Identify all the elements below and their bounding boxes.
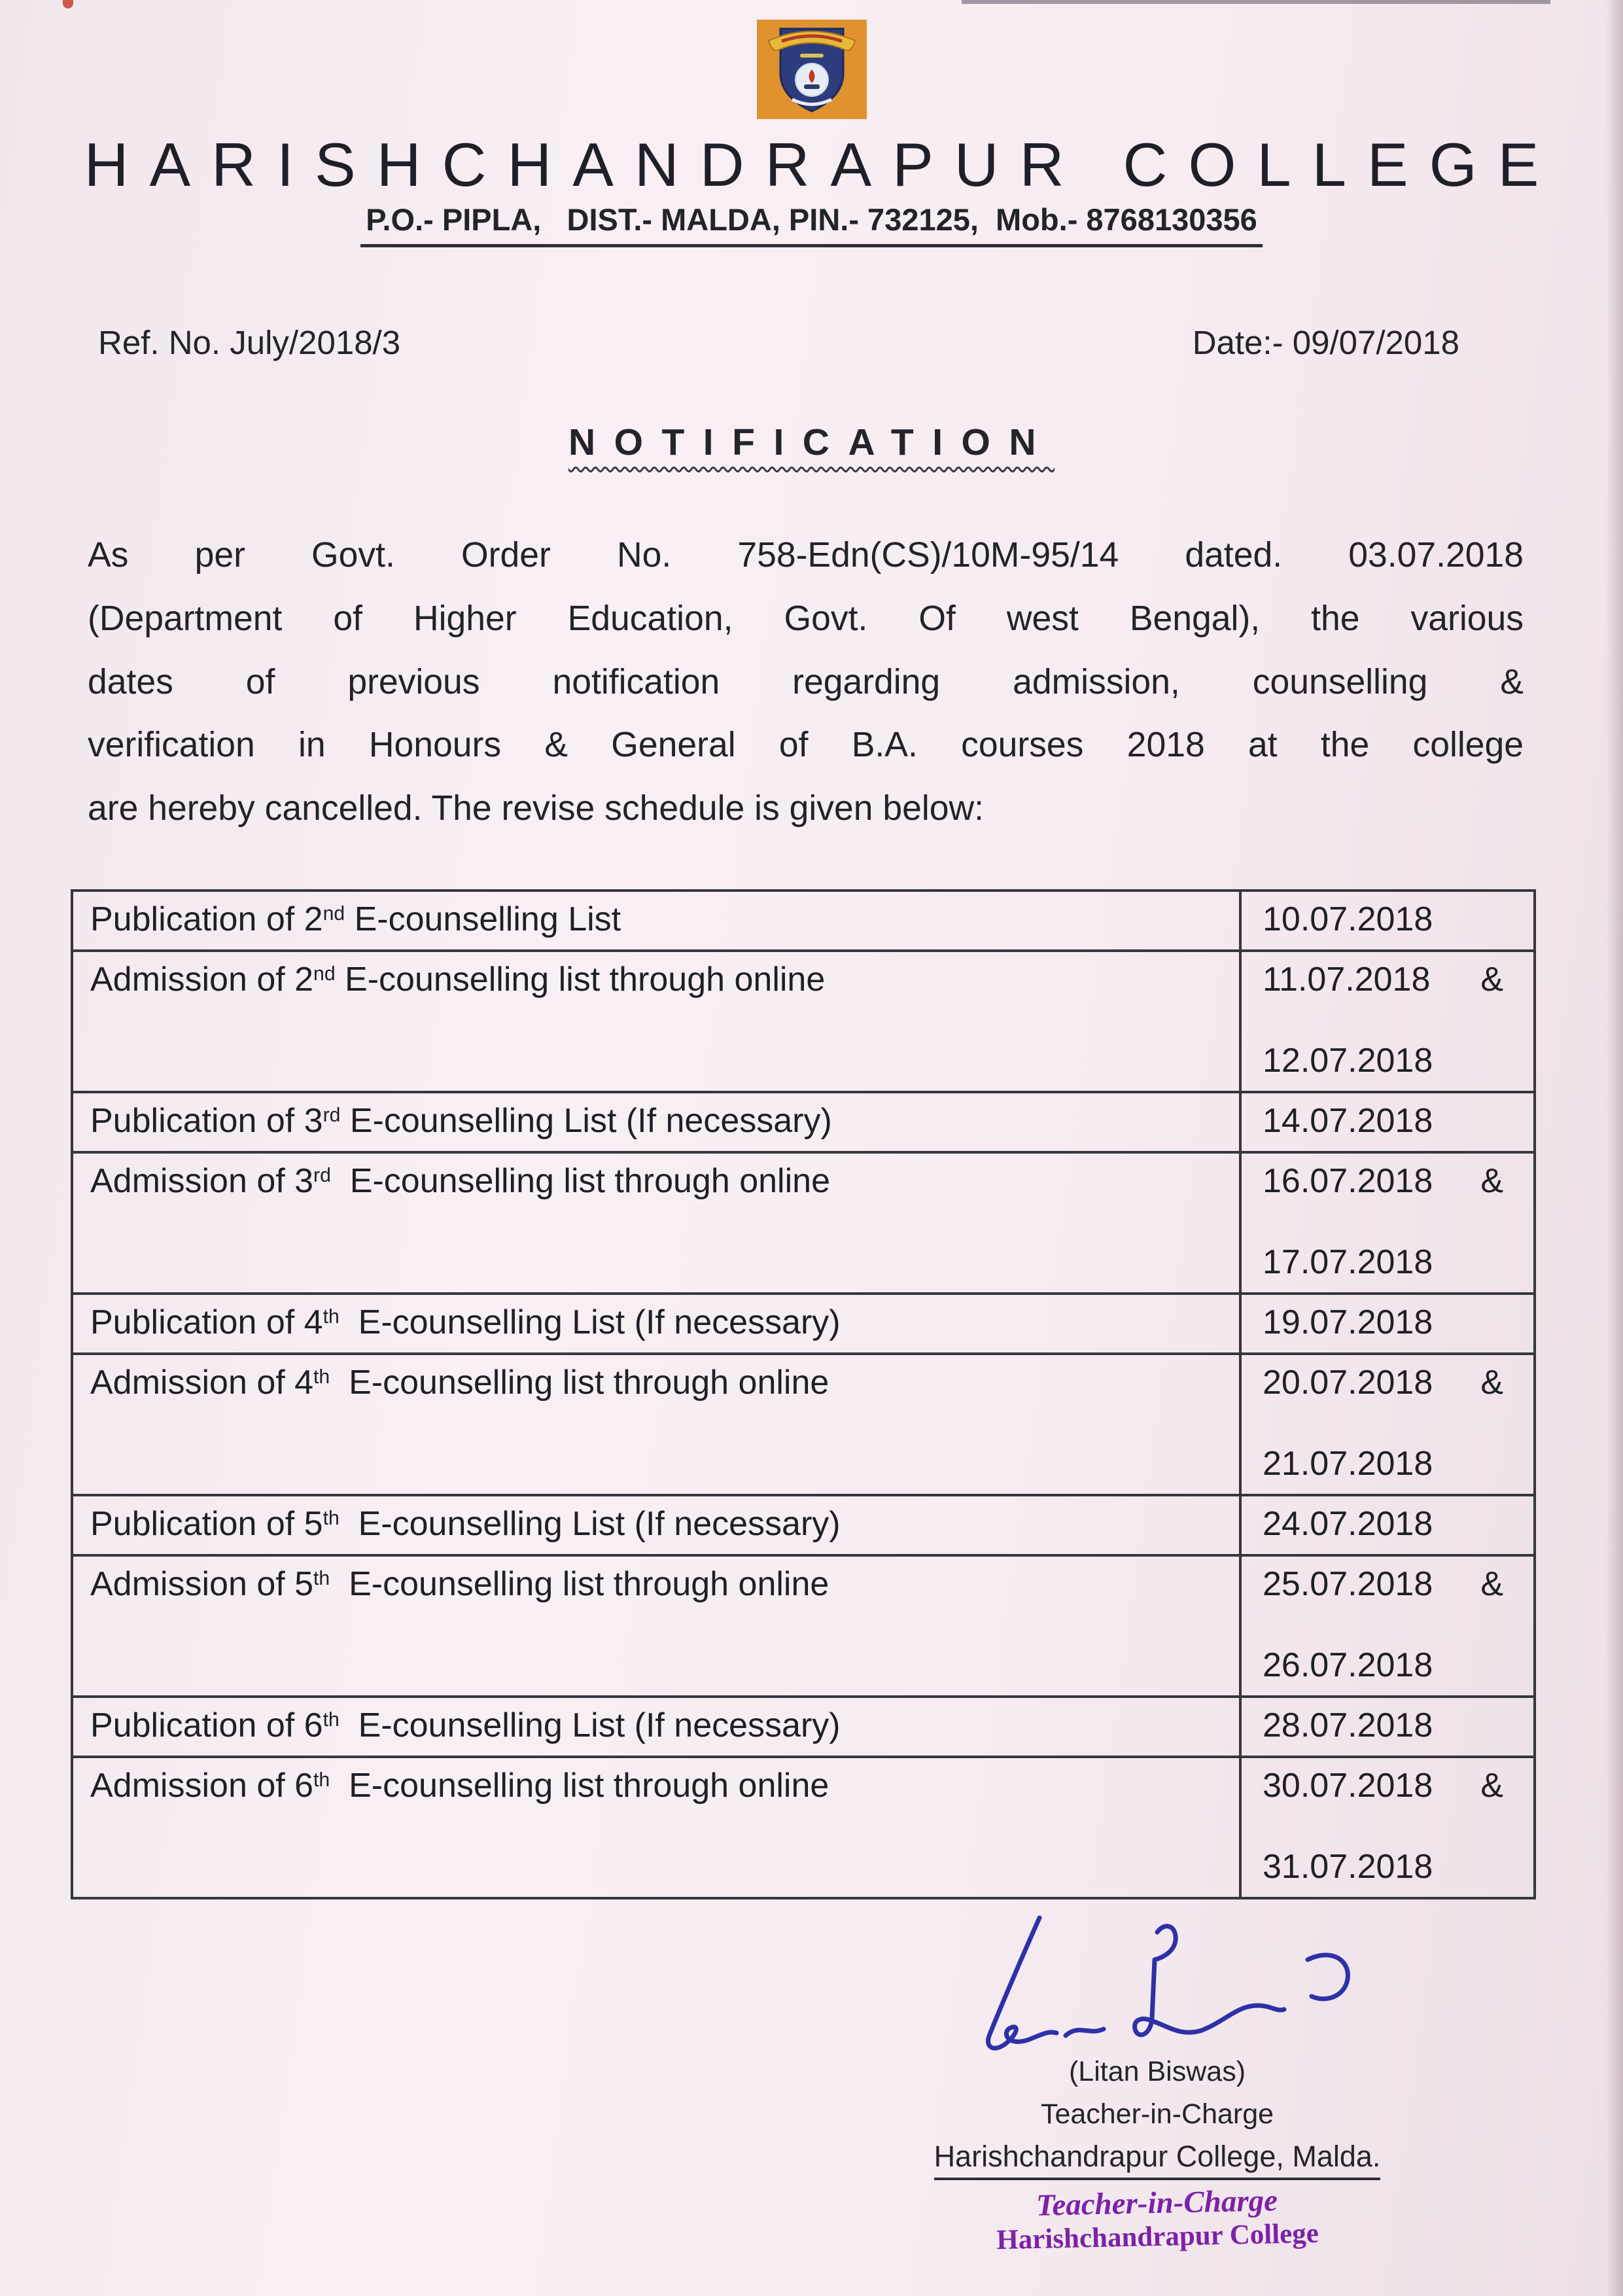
table-row <box>72 1555 1535 1697</box>
date-cell <box>1240 1354 1535 1495</box>
ampersand: & <box>1480 1364 1503 1402</box>
notification-heading-row <box>0 421 1623 464</box>
office-stamp <box>869 2180 1446 2259</box>
ampersand: & <box>1480 1565 1503 1604</box>
signature-block <box>869 1909 1445 2256</box>
ordinal-superscript: th <box>323 1708 340 1731</box>
ampersand: & <box>1480 1162 1503 1201</box>
activity-text: Admission of 6 <box>90 1767 314 1805</box>
date-cell <box>1240 1294 1535 1354</box>
activity-text: E-counselling list through online <box>330 1565 829 1604</box>
ampersand: & <box>1480 1767 1503 1805</box>
schedule-table <box>71 889 1536 1899</box>
date-cell <box>1240 1152 1535 1294</box>
activity-text: Publication of 6 <box>90 1706 323 1745</box>
ampersand: & <box>1480 961 1503 999</box>
activity-cell <box>72 1697 1240 1757</box>
activity-text: Publication of 4 <box>90 1303 323 1342</box>
date-text: 19.07.2018 <box>1263 1303 1433 1342</box>
activity-text: E-counselling list through online <box>330 1767 829 1805</box>
date-cell <box>1240 1757 1535 1898</box>
activity-text: Admission of 5 <box>90 1565 314 1604</box>
date-cell <box>1240 1555 1535 1697</box>
date-text: 25.07.2018 <box>1263 1565 1433 1604</box>
document-date: Date:- 09/07/2018 <box>1192 324 1459 361</box>
date-text: 20.07.2018 <box>1263 1364 1433 1402</box>
address-line: P.O.- PIPLA, DIST.- MALDA, PIN.- 732125, Mob.- 8768130356 <box>360 202 1263 247</box>
date-text: 21.07.2018 <box>1263 1445 1433 1483</box>
date-text: 31.07.2018 <box>1263 1848 1433 1886</box>
date-text: 30.07.2018 <box>1263 1767 1433 1805</box>
activity-cell <box>72 1354 1240 1495</box>
ordinal-superscript: th <box>313 1567 330 1589</box>
signatory-college-row <box>869 2140 1445 2180</box>
college-logo <box>757 20 867 119</box>
paragraph-line: are hereby cancelled. The revise schedule is given below: <box>88 789 984 828</box>
activity-text: E-counselling list through online <box>330 1364 829 1402</box>
scan-edge-shadow <box>1606 0 1623 2296</box>
date-text: 10.07.2018 <box>1263 900 1433 939</box>
date-text: 24.07.2018 <box>1263 1505 1433 1544</box>
ordinal-superscript: th <box>313 1769 330 1791</box>
paragraph-line: (Department of Higher Education, Govt. Of west Bengal), the various <box>88 599 1524 638</box>
activity-text: E-counselling List <box>345 900 621 939</box>
ordinal-superscript: nd <box>323 902 345 925</box>
activity-text: Publication of 3 <box>90 1102 323 1140</box>
notification-body <box>88 524 1524 841</box>
date-text: 11.07.2018 <box>1263 961 1431 999</box>
activity-text: E-counselling list through online <box>330 1162 830 1201</box>
activity-text: Publication of 5 <box>90 1505 323 1544</box>
activity-cell <box>72 1294 1240 1354</box>
paragraph-line: As per Govt. Order No. 758-Edn(CS)/10M-95/14 dated. 03.07.2018 <box>88 536 1524 574</box>
activity-cell <box>72 1152 1240 1294</box>
activity-cell <box>72 1092 1240 1152</box>
date-text: 28.07.2018 <box>1263 1706 1433 1745</box>
ordinal-superscript: th <box>323 1507 340 1529</box>
activity-cell <box>72 1757 1240 1898</box>
activity-text: Publication of 2 <box>90 900 323 939</box>
date-text: 14.07.2018 <box>1263 1102 1433 1140</box>
activity-text: E-counselling List (If necessary) <box>339 1706 841 1745</box>
table-row <box>72 1294 1535 1354</box>
date-cell <box>1240 1697 1535 1757</box>
scan-artifact-line <box>962 0 1550 4</box>
paragraph-line: verification in Honours & General of B.A. courses 2018 at the college <box>88 726 1524 765</box>
activity-text: E-counselling List (If necessary) <box>340 1102 832 1140</box>
signatory-designation: Teacher-in-Charge <box>1040 2098 1274 2130</box>
stamp-line-1: Teacher-in-Charge <box>1036 2183 1278 2223</box>
scan-artifact-dot <box>63 0 73 9</box>
signatory-name: (Litan Biswas) <box>1068 2056 1246 2088</box>
table-row <box>72 1495 1535 1555</box>
signature-image <box>941 1909 1373 2056</box>
stamp-line-2: Harishchandrapur College <box>996 2217 1319 2256</box>
activity-text: Admission of 2 <box>90 961 314 999</box>
ordinal-superscript: rd <box>323 1104 341 1126</box>
date-text: 12.07.2018 <box>1263 1042 1433 1080</box>
notification-heading: NOTIFICATION <box>568 421 1055 463</box>
paragraph-line: dates of previous notification regarding admission, counselling & <box>88 662 1524 701</box>
activity-cell <box>72 891 1240 951</box>
ordinal-superscript: rd <box>313 1164 331 1186</box>
date-text: 26.07.2018 <box>1263 1646 1433 1685</box>
date-cell <box>1240 951 1535 1092</box>
table-row <box>72 1354 1535 1495</box>
date-cell <box>1240 1495 1535 1555</box>
ordinal-superscript: nd <box>313 963 336 985</box>
signature-stroke <box>988 1918 1348 2048</box>
ordinal-superscript: th <box>313 1366 330 1388</box>
reference-row <box>98 323 1459 362</box>
table-row <box>72 1697 1535 1757</box>
ref-number: Ref. No. July/2018/3 <box>98 324 401 361</box>
activity-text: E-counselling List (If necessary) <box>339 1303 841 1342</box>
table-row <box>72 891 1535 951</box>
ordinal-superscript: th <box>323 1305 340 1328</box>
date-text: 16.07.2018 <box>1263 1162 1433 1201</box>
estd-mark <box>800 54 824 58</box>
activity-cell <box>72 1555 1240 1697</box>
college-name: HARISHCHANDRAPUR COLLEGE <box>84 130 1560 199</box>
table-row <box>72 1152 1535 1294</box>
date-cell <box>1240 891 1535 951</box>
table-row <box>72 1092 1535 1152</box>
address-row <box>0 202 1623 247</box>
table-row <box>72 1757 1535 1898</box>
lamp-base <box>804 84 820 89</box>
activity-text: Admission of 4 <box>90 1364 314 1402</box>
activity-text: Admission of 3 <box>90 1162 314 1201</box>
date-text: 17.07.2018 <box>1263 1243 1433 1282</box>
date-cell <box>1240 1092 1535 1152</box>
activity-cell <box>72 1495 1240 1555</box>
signatory-college: Harishchandrapur College, Malda. <box>934 2140 1381 2180</box>
activity-text: E-counselling list through online <box>335 961 826 999</box>
activity-text: E-counselling List (If necessary) <box>339 1505 841 1544</box>
activity-cell <box>72 951 1240 1092</box>
table-row <box>72 951 1535 1092</box>
